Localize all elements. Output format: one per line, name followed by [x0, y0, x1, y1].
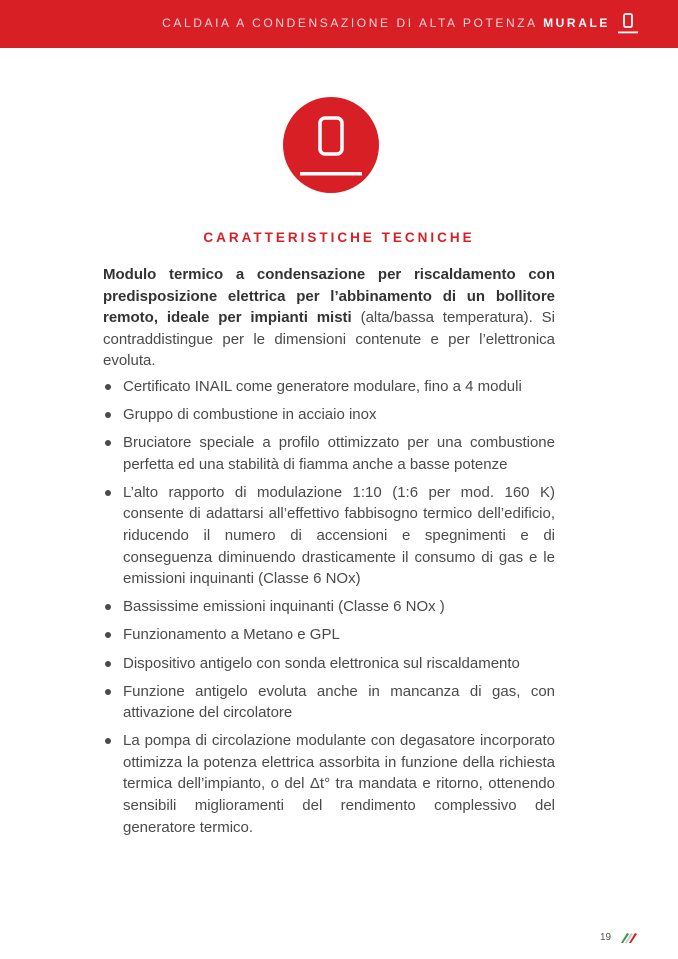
- section-boiler-icon: [283, 97, 379, 193]
- feature-item: Dispositivo antigelo con sonda elettronica sul riscaldamento: [103, 653, 555, 675]
- header-title-prefix: CALDAIA A CONDENSAZIONE DI ALTA POTENZA: [162, 16, 538, 30]
- page-number: 19: [600, 932, 612, 943]
- section-title: CARATTERISTICHE TECNICHE: [203, 230, 475, 245]
- feature-item: Funzione antigelo evoluta anche in mancanza di gas, con attivazione del circolatore: [103, 681, 555, 724]
- feature-item: La pompa di circolazione modulante con degasatore incorporato ottimizza la potenza elettrica assorbita in funzione della richiesta termica dell’impianto, o del Δt° tra mandata e ritorno, ottenendo sensibili miglioramenti del rendimento complessivo del generatore termico.: [103, 730, 555, 838]
- features-list: [103, 376, 555, 838]
- intro-regular: (alta/bassa temperatura). Si contraddistingue per le dimensioni contenute e per l’elettronica evoluta.: [103, 309, 555, 370]
- feature-item: Bassissime emissioni inquinanti (Classe 6 NOx ): [103, 596, 555, 618]
- feature-item: Bruciatore speciale a profilo ottimizzato per una combustione perfetta ed una stabilità di fiamma anche a basse potenze: [103, 432, 555, 475]
- intro-bold: Modulo termico a condensazione per riscaldamento con predisposizione elettrica per l’abbinamento di un bollitore remoto, ideale per impianti misti: [103, 266, 555, 327]
- header-title: [162, 16, 610, 30]
- page-header: [0, 0, 678, 48]
- feature-item: Certificato INAIL come generatore modulare, fino a 4 moduli: [103, 376, 555, 398]
- feature-item: L’alto rapporto di modulazione 1:10 (1:6 per mod. 160 K) consente di adattarsi all’effettivo fabbisogno termico dell’edificio, riducendo il numero di accensioni e spegnimenti e di conseguenza diminuendo drasticamente il consumo di gas e le emissioni inquinanti (Classe 6 NOx): [103, 482, 555, 590]
- feature-item: Gruppo di combustione in acciaio inox: [103, 404, 555, 426]
- intro-paragraph: [103, 264, 555, 372]
- feature-item: Funzionamento a Metano e GPL: [103, 624, 555, 646]
- boiler-icon: [616, 12, 640, 36]
- main-content: [103, 264, 555, 845]
- italian-flag-logo: [620, 930, 638, 944]
- header-title-strong: MURALE: [543, 16, 610, 30]
